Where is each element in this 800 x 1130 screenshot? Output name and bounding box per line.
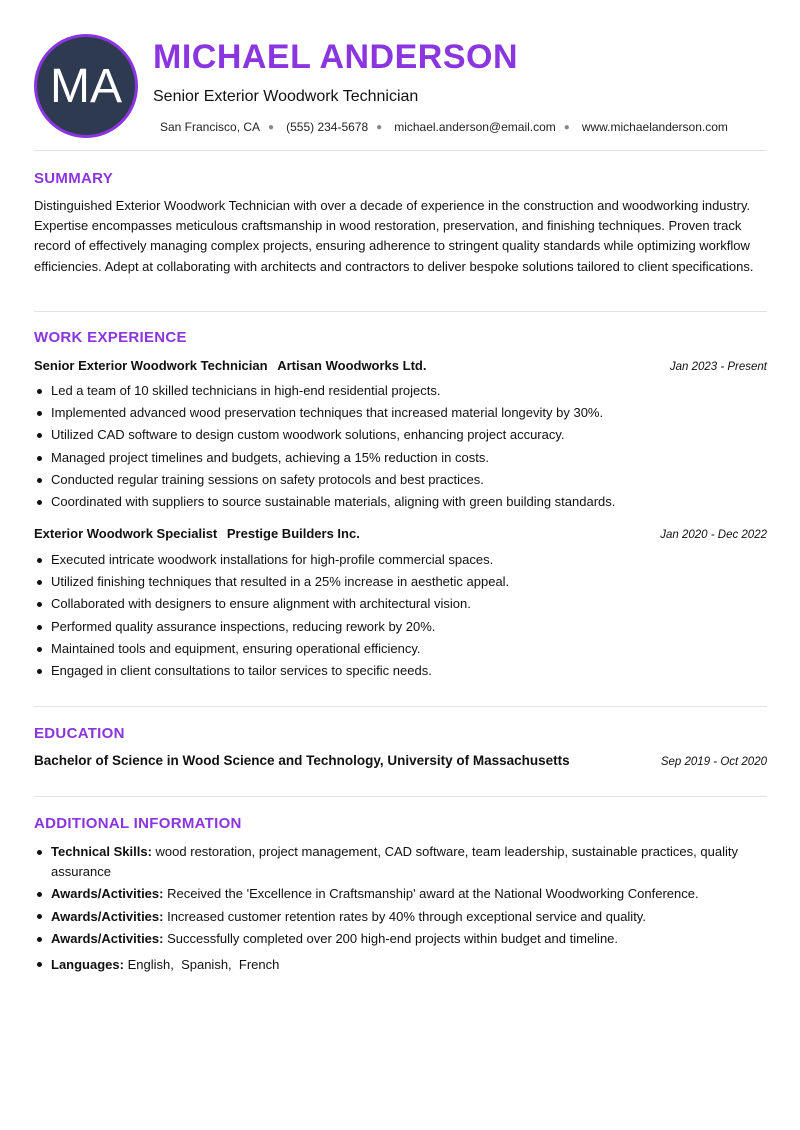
contact-bar <box>160 120 728 134</box>
job-dates: Jan 2020 - Dec 2022 <box>660 529 767 541</box>
section-title-additional: ADDITIONAL INFORMATION <box>34 815 242 832</box>
avatar <box>34 34 138 138</box>
contact-location: San Francisco, CA <box>160 120 261 134</box>
list-item: Implemented advanced wood preservation techniques that increased material longevity by 30%. <box>34 402 774 424</box>
list-item: Conducted regular training sessions on safety protocols and best practices. <box>34 469 774 491</box>
section-title-summary: SUMMARY <box>34 170 114 187</box>
job-role: Senior Exterior Woodwork Technician <box>34 358 268 373</box>
info-label: Awards/Activities: <box>51 931 164 946</box>
info-label: Technical Skills: <box>51 844 152 859</box>
list-item: Managed project timelines and budgets, achieving a 15% reduction in costs. <box>34 447 774 469</box>
avatar-initials: MA <box>50 59 122 113</box>
list-item: Coordinated with suppliers to source sustainable materials, aligning with green building standards. <box>34 491 774 513</box>
separator-dot-icon: ● <box>268 121 275 133</box>
separator-dot-icon: ● <box>376 121 383 133</box>
education-dates: Sep 2019 - Oct 2020 <box>660 756 767 768</box>
section-title-education: EDUCATION <box>34 725 125 742</box>
info-text: Received the 'Excellence in Craftsmanship' award at the National Woodworking Conference. <box>167 886 699 901</box>
list-item: Led a team of 10 skilled technicians in high-end residential projects. <box>34 380 774 402</box>
separator-dot-icon: ● <box>563 121 570 133</box>
job-dates: Jan 2023 - Present <box>669 361 767 373</box>
list-item <box>34 884 764 904</box>
list-item: Performed quality assurance inspections, reducing rework by 20%. <box>34 616 774 638</box>
job-role: Exterior Woodwork Specialist <box>34 526 218 541</box>
list-item: Executed intricate woodwork installations for high-profile commercial spaces. <box>34 549 774 571</box>
divider <box>34 150 767 151</box>
candidate-name: MICHAEL ANDERSON <box>153 38 519 76</box>
list-item: Utilized finishing techniques that resulted in a 25% increase in aesthetic appeal. <box>34 571 774 593</box>
info-label: Awards/Activities: <box>51 886 164 901</box>
additional-info-list <box>34 842 764 977</box>
job-bullets <box>34 549 774 682</box>
job-header <box>34 358 767 373</box>
list-item <box>34 929 764 949</box>
info-text: Successfully completed over 200 high-end projects within budget and timeline. <box>167 931 619 946</box>
candidate-title: Senior Exterior Woodwork Technician <box>153 88 419 105</box>
summary-text: Distinguished Exterior Woodwork Technician with over a decade of experience in the construction and woodworking industry. Expertise encompasses meticulous craftsmanship in wood restoration, preservation, and finishing techniques. Proven track record of effectively managing complex projects, ensuring adherence to stringent quality standards while optimizing workflow efficiencies. Adept at collaborating with architects and contractors to deliver bespoke solutions tailored to client specifications. <box>34 198 754 274</box>
job-company: Artisan Woodworks Ltd. <box>277 358 427 373</box>
contact-phone: (555) 234-5678 <box>286 120 369 134</box>
job-header <box>34 526 767 541</box>
job-company: Prestige Builders Inc. <box>226 526 360 541</box>
contact-email[interactable]: michael.anderson@email.com <box>394 120 556 134</box>
list-item: Engaged in client consultations to tailor services to specific needs. <box>34 660 774 682</box>
info-label: Languages: <box>51 956 124 972</box>
list-item: Maintained tools and equipment, ensuring operational efficiency. <box>34 638 774 660</box>
list-item: Utilized CAD software to design custom woodwork solutions, enhancing project accuracy. <box>34 424 774 446</box>
list-item <box>34 842 764 881</box>
info-label: Awards/Activities: <box>51 908 164 924</box>
list-item <box>34 907 764 927</box>
list-item <box>34 955 764 975</box>
info-text: Increased customer retention rates by 40% through exceptional service and quality. <box>167 908 646 924</box>
section-title-experience: WORK EXPERIENCE <box>34 329 187 346</box>
job-bullets <box>34 380 774 513</box>
info-text: wood restoration, project management, CAD software, team leadership, sustainable practices, quality assurance <box>51 844 738 879</box>
contact-website[interactable]: www.michaelanderson.com <box>581 120 728 134</box>
divider <box>34 796 767 797</box>
education-degree: Bachelor of Science in Wood Science and Technology, University of Massachusetts <box>34 753 570 768</box>
divider <box>34 706 767 707</box>
list-item: Collaborated with designers to ensure alignment with architectural vision. <box>34 593 774 615</box>
info-text: English, Spanish, French <box>127 956 280 972</box>
divider <box>34 311 767 312</box>
education-entry <box>34 753 767 768</box>
